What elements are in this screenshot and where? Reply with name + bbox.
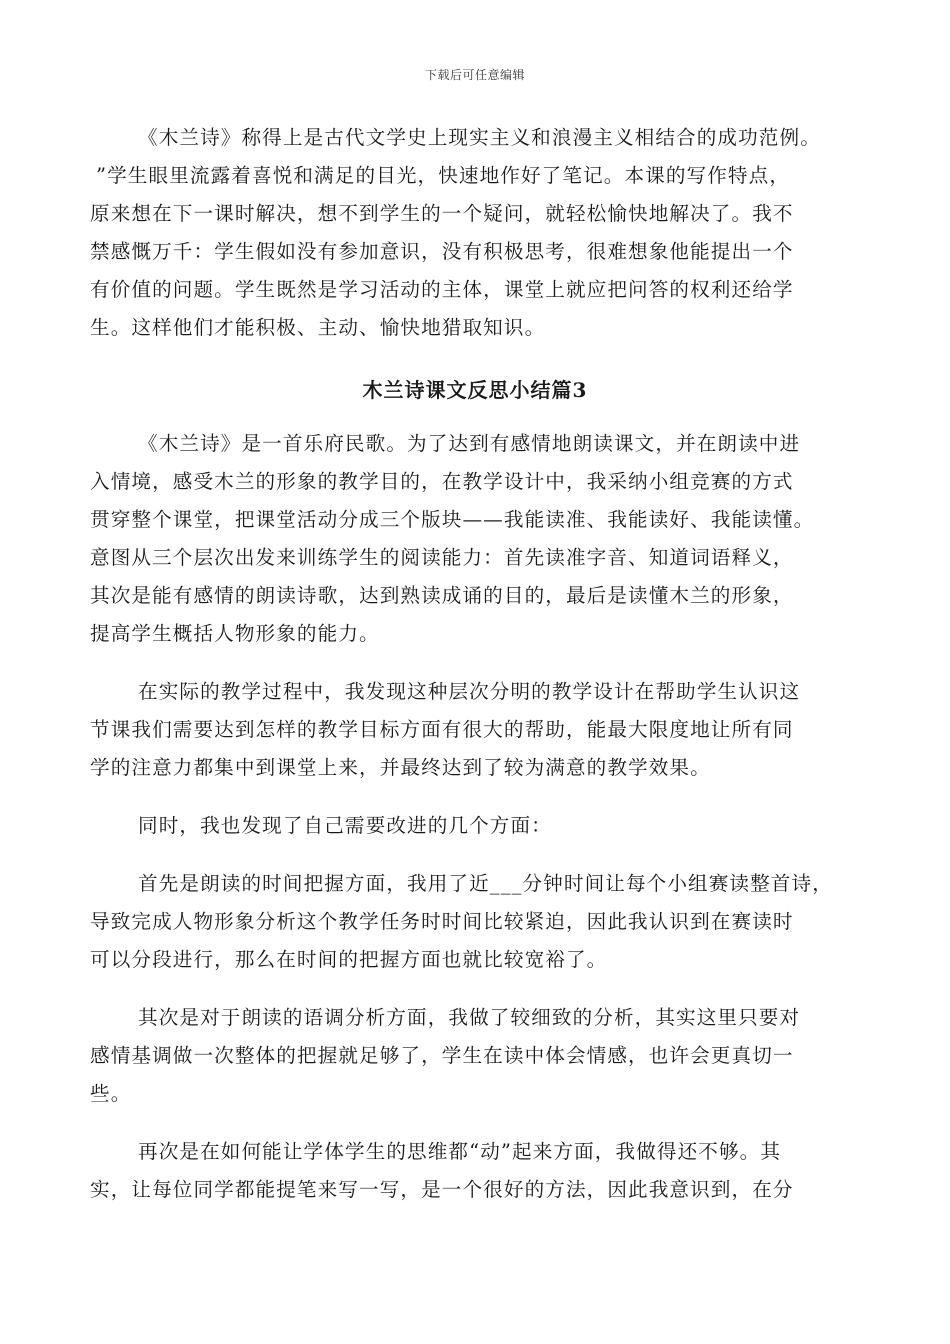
text-line: 感情基调做一次整体的把握就足够了，学生在读中体会情感，也许会更真切一	[90, 1044, 794, 1067]
text-line: 提高学生概括人物形象的能力。	[90, 622, 380, 645]
text-line: 在实际的教学过程中，我发现这种层次分明的教学设计在帮助学生认识这	[138, 680, 801, 703]
text-line: 其次是能有感情的朗读诗歌，达到熟读成诵的目的，最后是读懂木兰的形象，	[90, 584, 794, 607]
text-line: 有价值的问题。学生既然是学习活动的主体，课堂上就应把问答的权利还给学	[90, 278, 794, 301]
text-line: 些。	[90, 1082, 132, 1105]
header-note: 下载后可任意编辑	[424, 68, 525, 82]
text-line: ”学生眼里流露着喜悦和满足的目光，快速地作好了笔记。本课的写作特点，	[96, 164, 791, 187]
text-line: 贯穿整个课堂，把课堂活动分成三个版块——我能读准、我能读好、我能读懂。	[90, 508, 815, 531]
text-line: 其次是对于朗读的语调分析方面，我做了较细致的分析，其实这里只要对	[138, 1006, 801, 1029]
section-title: 木兰诗课文反思小结篇3	[362, 378, 588, 402]
text-line: 导致完成人物形象分析这个教学任务时时间比较紧迫，因此我认识到在赛读时	[90, 910, 794, 933]
text-line: 禁感慨万千：学生假如没有参加意识，没有积极思考，很难想象他能提出一个	[90, 240, 794, 263]
text-line: 同时，我也发现了自己需要改进的几个方面：	[138, 814, 552, 837]
text-line: 节课我们需要达到怎样的教学目标方面有很大的帮助，能最大限度地让所有同	[90, 718, 794, 741]
text-line: 再次是在如何能让学体学生的思维都“动”起来方面，我做得还不够。其	[138, 1140, 782, 1163]
text-line: 学的注意力都集中到课堂上来，并最终达到了较为满意的教学效果。	[90, 756, 711, 779]
text-line: 原来想在下一课时解决，想不到学生的一个疑问，就轻松愉快地解决了。我不	[90, 202, 794, 225]
text-line: 意图从三个层次出发来训练学生的阅读能力：首先读准字音、知道词语释义，	[90, 546, 794, 569]
text-line: 可以分段进行，那么在时间的把握方面也就比较宽裕了。	[90, 948, 608, 971]
text-line: 《木兰诗》称得上是古代文学史上现实主义和浪漫主义相结合的成功范例。	[138, 126, 821, 149]
text-line: 首先是朗读的时间把握方面，我用了近___分钟时间让每个小组赛读整首诗，	[138, 872, 833, 895]
text-line: 《木兰诗》是一首乐府民歌。为了达到有感情地朗读课文，并在朗读中进	[138, 432, 801, 455]
text-line: 入情境，感受木兰的形象的教学目的，在教学设计中，我采纳小组竞赛的方式	[90, 470, 794, 493]
text-line: 生。这样他们才能积极、主动、愉快地猎取知识。	[90, 316, 546, 339]
text-line: 实，让每位同学都能提笔来写一写，是一个很好的方法，因此我意识到，在分	[90, 1178, 794, 1201]
